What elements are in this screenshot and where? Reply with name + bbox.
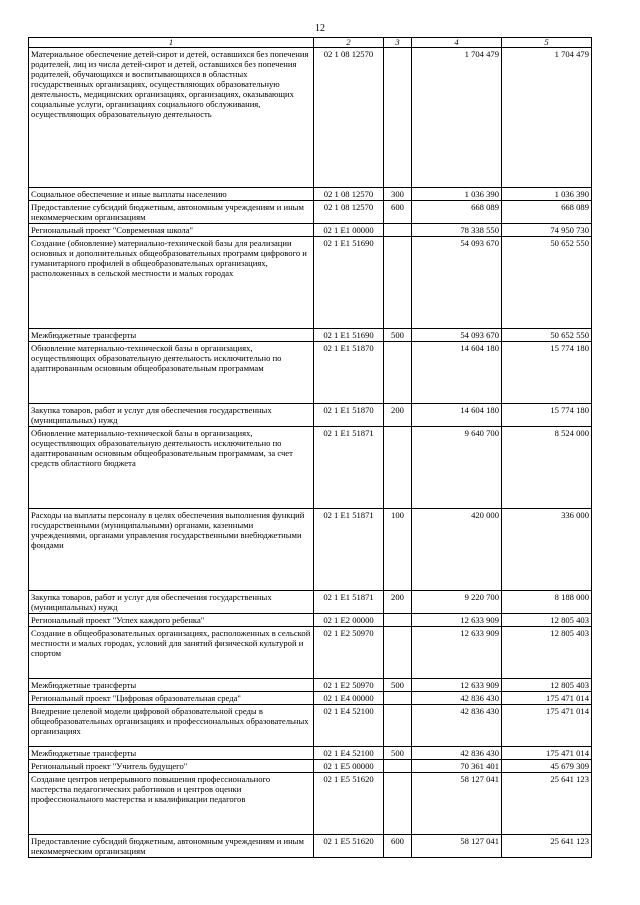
row-expense-type-cell	[384, 627, 412, 679]
row-code-cell: 02 1 E1 51690	[314, 237, 384, 329]
row-amount-1-cell: 9 220 700	[412, 591, 502, 614]
row-code-cell: 02 1 E4 52100	[314, 747, 384, 760]
column-number-4: 4	[412, 38, 502, 48]
column-number-row	[29, 38, 592, 48]
row-name-cell: Предоставление субсидий бюджетным, автономным учреждениям и иным некоммерческим организациям	[29, 201, 314, 224]
table-row	[29, 705, 592, 747]
row-expense-type-cell	[384, 224, 412, 237]
row-expense-type-cell: 300	[384, 188, 412, 201]
row-name-cell: Закупка товаров, работ и услуг для обеспечения государственных (муниципальных) нужд	[29, 404, 314, 427]
row-code-cell: 02 1 E1 51690	[314, 329, 384, 342]
page-number: 12	[315, 23, 325, 34]
row-expense-type-cell: 200	[384, 591, 412, 614]
row-name-cell: Создание (обновление) материально-технической базы для реализации основных и дополнительных общеобразовательных программ цифрового и гуманитарного профилей в общеобразовательных организациях, расположенных в сельской местности и малых городах	[29, 237, 314, 329]
row-code-cell: 02 1 E5 00000	[314, 760, 384, 773]
column-number-5: 5	[502, 38, 592, 48]
table-row	[29, 679, 592, 692]
table-row	[29, 692, 592, 705]
row-amount-1-cell: 54 093 670	[412, 237, 502, 329]
row-code-cell: 02 1 E2 50970	[314, 679, 384, 692]
column-number-2: 2	[314, 38, 384, 48]
row-name-cell: Создание в общеобразовательных организациях, расположенных в сельской местности и малых городах, условий для занятий физической культурой и спортом	[29, 627, 314, 679]
table-row	[29, 591, 592, 614]
row-code-cell: 02 1 E4 52100	[314, 705, 384, 747]
row-amount-1-cell: 1 704 479	[412, 48, 502, 188]
table-row	[29, 835, 592, 858]
row-expense-type-cell: 200	[384, 404, 412, 427]
row-expense-type-cell	[384, 705, 412, 747]
row-expense-type-cell: 600	[384, 835, 412, 858]
row-code-cell: 02 1 08 12570	[314, 188, 384, 201]
row-expense-type-cell: 500	[384, 329, 412, 342]
table-row	[29, 201, 592, 224]
table-row	[29, 224, 592, 237]
row-code-cell: 02 1 E4 00000	[314, 692, 384, 705]
row-amount-2-cell: 175 471 014	[502, 705, 592, 747]
table-row	[29, 329, 592, 342]
row-amount-2-cell: 175 471 014	[502, 747, 592, 760]
row-amount-1-cell: 42 836 430	[412, 692, 502, 705]
row-name-cell: Обновление материально-технической базы в организациях, осуществляющих образовательную деятельность исключительно по адаптированным основным общеобразовательным программам	[29, 342, 314, 404]
table-row	[29, 614, 592, 627]
row-amount-2-cell: 1 704 479	[502, 48, 592, 188]
table-row	[29, 760, 592, 773]
row-code-cell: 02 1 E1 00000	[314, 224, 384, 237]
row-amount-1-cell: 12 633 909	[412, 627, 502, 679]
row-code-cell: 02 1 E5 51620	[314, 835, 384, 858]
table-row	[29, 427, 592, 509]
table-row	[29, 747, 592, 760]
row-code-cell: 02 1 E1 51870	[314, 342, 384, 404]
row-code-cell: 02 1 E1 51870	[314, 404, 384, 427]
row-code-cell: 02 1 E2 50970	[314, 627, 384, 679]
row-name-cell: Межбюджетные трансферты	[29, 747, 314, 760]
row-name-cell: Региональный проект "Цифровая образовательная среда"	[29, 692, 314, 705]
row-name-cell: Создание центров непрерывного повышения профессионального мастерства педагогических работников и центров оценки профессионального мастерства и квалификации педагогов	[29, 773, 314, 835]
table-body	[29, 48, 592, 858]
row-amount-2-cell: 8 524 000	[502, 427, 592, 509]
row-name-cell: Региональный проект "Успех каждого ребенка"	[29, 614, 314, 627]
row-amount-2-cell: 15 774 180	[502, 342, 592, 404]
row-code-cell: 02 1 E1 51871	[314, 591, 384, 614]
table-row	[29, 188, 592, 201]
row-name-cell: Социальное обеспечение и иные выплаты населению	[29, 188, 314, 201]
row-amount-1-cell: 12 633 909	[412, 614, 502, 627]
table-row	[29, 404, 592, 427]
row-name-cell: Обновление материально-технической базы в организациях, осуществляющих образовательную деятельность исключительно по адаптированным основным общеобразовательным программам, за счет средств областного бюджета	[29, 427, 314, 509]
row-code-cell: 02 1 08 12570	[314, 48, 384, 188]
row-amount-2-cell: 12 805 403	[502, 679, 592, 692]
row-expense-type-cell	[384, 773, 412, 835]
row-amount-2-cell: 50 652 550	[502, 329, 592, 342]
row-amount-1-cell: 70 361 401	[412, 760, 502, 773]
row-amount-2-cell: 15 774 180	[502, 404, 592, 427]
row-amount-1-cell: 54 093 670	[412, 329, 502, 342]
budget-table	[28, 37, 592, 858]
column-number-3: 3	[384, 38, 412, 48]
row-amount-1-cell: 42 836 430	[412, 705, 502, 747]
row-amount-2-cell: 50 652 550	[502, 237, 592, 329]
column-number-1: 1	[29, 38, 314, 48]
row-name-cell: Расходы на выплаты персоналу в целях обеспечения выполнения функций государственными (муниципальными) органами, казенными учреждениями, органами управления государственными внебюджетными фондами	[29, 509, 314, 591]
row-code-cell: 02 1 E1 51871	[314, 509, 384, 591]
row-expense-type-cell: 600	[384, 201, 412, 224]
row-amount-1-cell: 78 338 550	[412, 224, 502, 237]
row-expense-type-cell	[384, 427, 412, 509]
row-amount-1-cell: 58 127 041	[412, 835, 502, 858]
row-name-cell: Региональный проект "Учитель будущего"	[29, 760, 314, 773]
row-name-cell: Предоставление субсидий бюджетным, автономным учреждениям и иным некоммерческим организациям	[29, 835, 314, 858]
row-expense-type-cell	[384, 342, 412, 404]
table-row	[29, 237, 592, 329]
row-code-cell: 02 1 E5 51620	[314, 773, 384, 835]
row-name-cell: Межбюджетные трансферты	[29, 329, 314, 342]
row-code-cell: 02 1 E2 00000	[314, 614, 384, 627]
row-amount-2-cell: 1 036 390	[502, 188, 592, 201]
row-expense-type-cell	[384, 692, 412, 705]
row-name-cell: Материальное обеспечение детей-сирот и детей, оставшихся без попечения родителей, лиц из числа детей-сирот и детей, оставшихся без попечения родителей, обучающихся и воспитывающихся в областных государственных организациях, осуществляющих образовательную деятельность, медицинских организациях, организациях, оказывающих социальные услуги, организациях социального обслуживания, осуществляющих образовательную деятельность	[29, 48, 314, 188]
row-amount-1-cell: 9 640 700	[412, 427, 502, 509]
row-amount-2-cell: 8 188 000	[502, 591, 592, 614]
table-row	[29, 773, 592, 835]
row-amount-2-cell: 25 641 123	[502, 773, 592, 835]
row-name-cell: Внедрение целевой модели цифровой образовательной среды в общеобразовательных организациях и профессиональных образовательных организациях	[29, 705, 314, 747]
table-row	[29, 48, 592, 188]
table-row	[29, 342, 592, 404]
table-row	[29, 627, 592, 679]
row-amount-2-cell: 668 089	[502, 201, 592, 224]
row-name-cell: Межбюджетные трансферты	[29, 679, 314, 692]
row-amount-2-cell: 175 471 014	[502, 692, 592, 705]
row-expense-type-cell	[384, 237, 412, 329]
row-amount-1-cell: 1 036 390	[412, 188, 502, 201]
row-expense-type-cell: 100	[384, 509, 412, 591]
row-amount-2-cell: 12 805 403	[502, 614, 592, 627]
row-amount-1-cell: 14 604 180	[412, 342, 502, 404]
row-name-cell: Закупка товаров, работ и услуг для обеспечения государственных (муниципальных) нужд	[29, 591, 314, 614]
row-expense-type-cell	[384, 48, 412, 188]
row-amount-1-cell: 58 127 041	[412, 773, 502, 835]
row-expense-type-cell: 500	[384, 747, 412, 760]
row-expense-type-cell	[384, 614, 412, 627]
table-row	[29, 509, 592, 591]
row-name-cell: Региональный проект "Современная школа"	[29, 224, 314, 237]
row-amount-2-cell: 25 641 123	[502, 835, 592, 858]
row-expense-type-cell	[384, 760, 412, 773]
row-amount-1-cell: 14 604 180	[412, 404, 502, 427]
row-amount-2-cell: 45 679 309	[502, 760, 592, 773]
row-amount-2-cell: 74 950 730	[502, 224, 592, 237]
row-amount-2-cell: 336 000	[502, 509, 592, 591]
row-amount-1-cell: 420 000	[412, 509, 502, 591]
row-code-cell: 02 1 08 12570	[314, 201, 384, 224]
row-code-cell: 02 1 E1 51871	[314, 427, 384, 509]
row-amount-1-cell: 42 836 430	[412, 747, 502, 760]
row-amount-1-cell: 12 633 909	[412, 679, 502, 692]
row-amount-2-cell: 12 805 403	[502, 627, 592, 679]
row-amount-1-cell: 668 089	[412, 201, 502, 224]
row-expense-type-cell: 500	[384, 679, 412, 692]
